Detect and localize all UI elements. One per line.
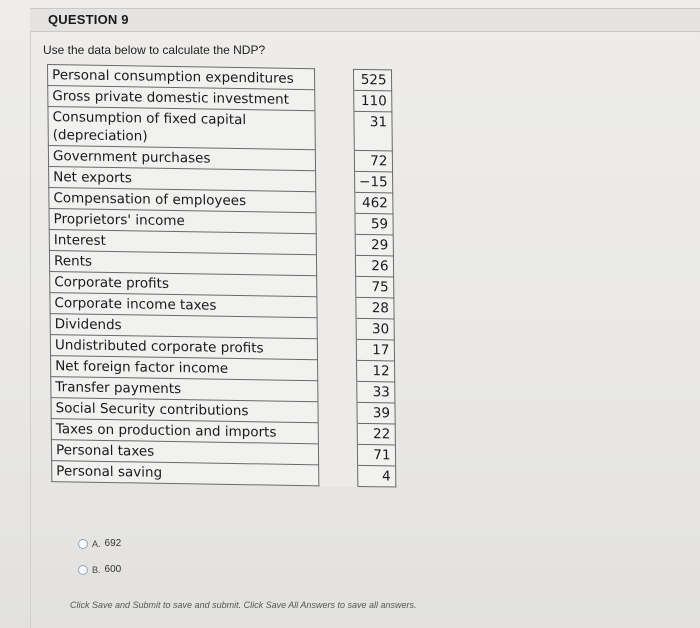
row-spacer xyxy=(315,90,354,112)
option-a[interactable] xyxy=(78,538,121,549)
row-spacer xyxy=(317,297,356,319)
row-value: 462 xyxy=(355,192,393,214)
option-text: 692 xyxy=(104,538,122,549)
question-title: QUESTION 9 xyxy=(48,12,129,27)
row-value: 110 xyxy=(354,90,392,112)
row-spacer xyxy=(315,111,354,151)
row-spacer xyxy=(318,402,357,424)
row-value: 59 xyxy=(355,213,393,235)
radio-icon[interactable] xyxy=(78,539,88,549)
row-value: 28 xyxy=(356,297,394,319)
row-value: 26 xyxy=(355,255,393,277)
row-spacer xyxy=(316,171,355,193)
row-label: Personal saving xyxy=(52,461,319,486)
row-spacer xyxy=(318,360,357,382)
option-letter: A. xyxy=(92,538,101,549)
row-value: 22 xyxy=(357,423,395,445)
row-label: Rents xyxy=(49,251,316,276)
row-spacer xyxy=(317,276,356,298)
row-spacer xyxy=(316,192,355,214)
row-spacer xyxy=(316,213,355,235)
row-label: Consumption of fixed capital (depreciation) xyxy=(48,107,315,150)
row-label: Net foreign factor income xyxy=(51,356,318,381)
row-value: 75 xyxy=(356,276,394,298)
row-label: Proprietors' income xyxy=(49,209,316,234)
row-spacer xyxy=(316,255,355,277)
row-value: 31 xyxy=(354,111,392,151)
row-label: Transfer payments xyxy=(51,377,318,402)
option-b[interactable] xyxy=(78,564,121,575)
row-spacer xyxy=(318,423,357,445)
row-value: 12 xyxy=(357,360,395,382)
row-value: 71 xyxy=(357,444,395,466)
row-value: −15 xyxy=(355,171,393,193)
row-label: Net exports xyxy=(49,167,316,192)
table-row xyxy=(48,107,392,151)
row-value: 29 xyxy=(355,234,393,256)
row-label: Taxes on production and imports xyxy=(51,419,318,444)
row-spacer xyxy=(318,444,357,466)
row-value: 30 xyxy=(356,318,394,340)
radio-icon[interactable] xyxy=(78,565,88,575)
row-value: 17 xyxy=(356,339,394,361)
question-header xyxy=(30,8,700,32)
row-value: 4 xyxy=(358,465,396,487)
row-label: Social Security contributions xyxy=(51,398,318,423)
row-label: Gross private domestic investment xyxy=(48,86,315,111)
data-table xyxy=(47,64,396,488)
row-spacer xyxy=(319,465,358,487)
row-value: 72 xyxy=(354,150,392,172)
row-spacer xyxy=(315,150,354,172)
row-value: 525 xyxy=(353,69,391,91)
row-label: Government purchases xyxy=(48,146,315,171)
option-text: 600 xyxy=(104,564,122,575)
row-spacer xyxy=(314,69,353,91)
row-spacer xyxy=(316,234,355,256)
row-label: Personal taxes xyxy=(51,440,318,465)
row-spacer xyxy=(318,381,357,403)
row-label: Corporate income taxes xyxy=(50,293,317,318)
row-spacer xyxy=(317,318,356,340)
row-label: Personal consumption expenditures xyxy=(48,65,315,90)
question-prompt: Use the data below to calculate the NDP? xyxy=(43,43,266,57)
row-label: Corporate profits xyxy=(50,272,317,297)
row-value: 39 xyxy=(357,402,395,424)
row-spacer xyxy=(317,339,356,361)
row-label: Interest xyxy=(49,230,316,255)
option-letter: B. xyxy=(92,564,101,575)
row-label: Undistributed corporate profits xyxy=(50,335,317,360)
row-label: Compensation of employees xyxy=(49,188,316,213)
footer-note: Click Save and Submit to save and submit. Click Save All Answers to save all answers. xyxy=(70,600,417,610)
row-label: Dividends xyxy=(50,314,317,339)
row-value: 33 xyxy=(357,381,395,403)
